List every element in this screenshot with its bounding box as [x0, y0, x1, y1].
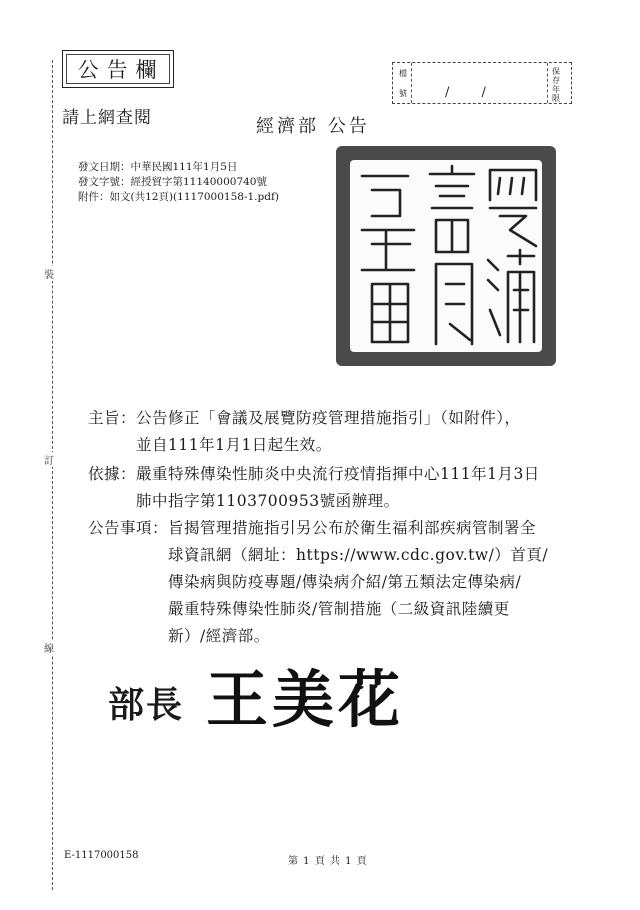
archive-number-box [392, 62, 572, 104]
notice-line-1: 旨揭管理措施指引另公布於衛生福利部疾病管制署全 [168, 519, 537, 537]
subject-line-1: 公告修正「會議及展覽防疫管理措施指引」（如附件）， [136, 409, 521, 427]
archive-slashes: / / [445, 85, 500, 100]
notice-line-3: 傳染病與防疫專題/傳染病介紹/第五類法定傳染病/ [168, 573, 522, 591]
basis-line-1: 嚴重特殊傳染性肺炎中央流行疫情指揮中心111年1月3日 [136, 465, 540, 483]
issue-date: 發文日期：中華民國111年1月5日 [78, 161, 238, 173]
notice-line-4: 嚴重特殊傳染性肺炎/管制措施（二級資訊陸續更 [168, 600, 510, 618]
retention-label: 保存年限 [552, 67, 560, 103]
margin-char-xian: 線 [44, 640, 54, 655]
minister-title: 部長 [108, 684, 185, 726]
binding-margin-line [52, 60, 53, 890]
subject-label: 主旨： [88, 409, 137, 427]
attachment-line: 附件：如文(共12頁)(1117000158-1.pdf) [78, 191, 279, 203]
document-meta [78, 160, 279, 205]
page-indicator: 第 1 頁 共 1 頁 [288, 856, 368, 867]
basis-label: 依據： [88, 465, 137, 483]
minister-signature: 王美花 [206, 663, 405, 736]
seal-script-icon [350, 160, 542, 352]
archive-label-top: 檔 [399, 69, 407, 78]
subject-line-2: 並自111年1月1日起生效。 [136, 436, 332, 454]
seal-inner [350, 160, 542, 352]
basis-line-2: 肺中指字第1103700953號函辦理。 [136, 492, 400, 510]
archive-divider-right [547, 63, 548, 103]
margin-char-zhuang: 裝 [44, 266, 54, 281]
official-seal [336, 146, 556, 366]
notice-label: 公告事項： [88, 519, 169, 537]
notice-line-5: 新）/經濟部。 [168, 627, 270, 645]
document-title: 經濟部 公告 [256, 116, 370, 137]
document-id: E-1117000158 [64, 850, 139, 861]
archive-label-bottom: 號 [399, 89, 407, 98]
notice-line-2: 球資訊網（網址：https://www.cdc.gov.tw/）首頁/ [168, 546, 549, 564]
margin-char-ding: 訂 [44, 452, 54, 467]
archive-divider [411, 63, 412, 103]
please-check-online-note: 請上網查閱 [62, 108, 152, 128]
issue-number: 發文字號：經授貿字第11140000740號 [78, 176, 267, 188]
bulletin-stamp [62, 50, 174, 88]
bulletin-stamp-text: 公告欄 [77, 58, 165, 82]
